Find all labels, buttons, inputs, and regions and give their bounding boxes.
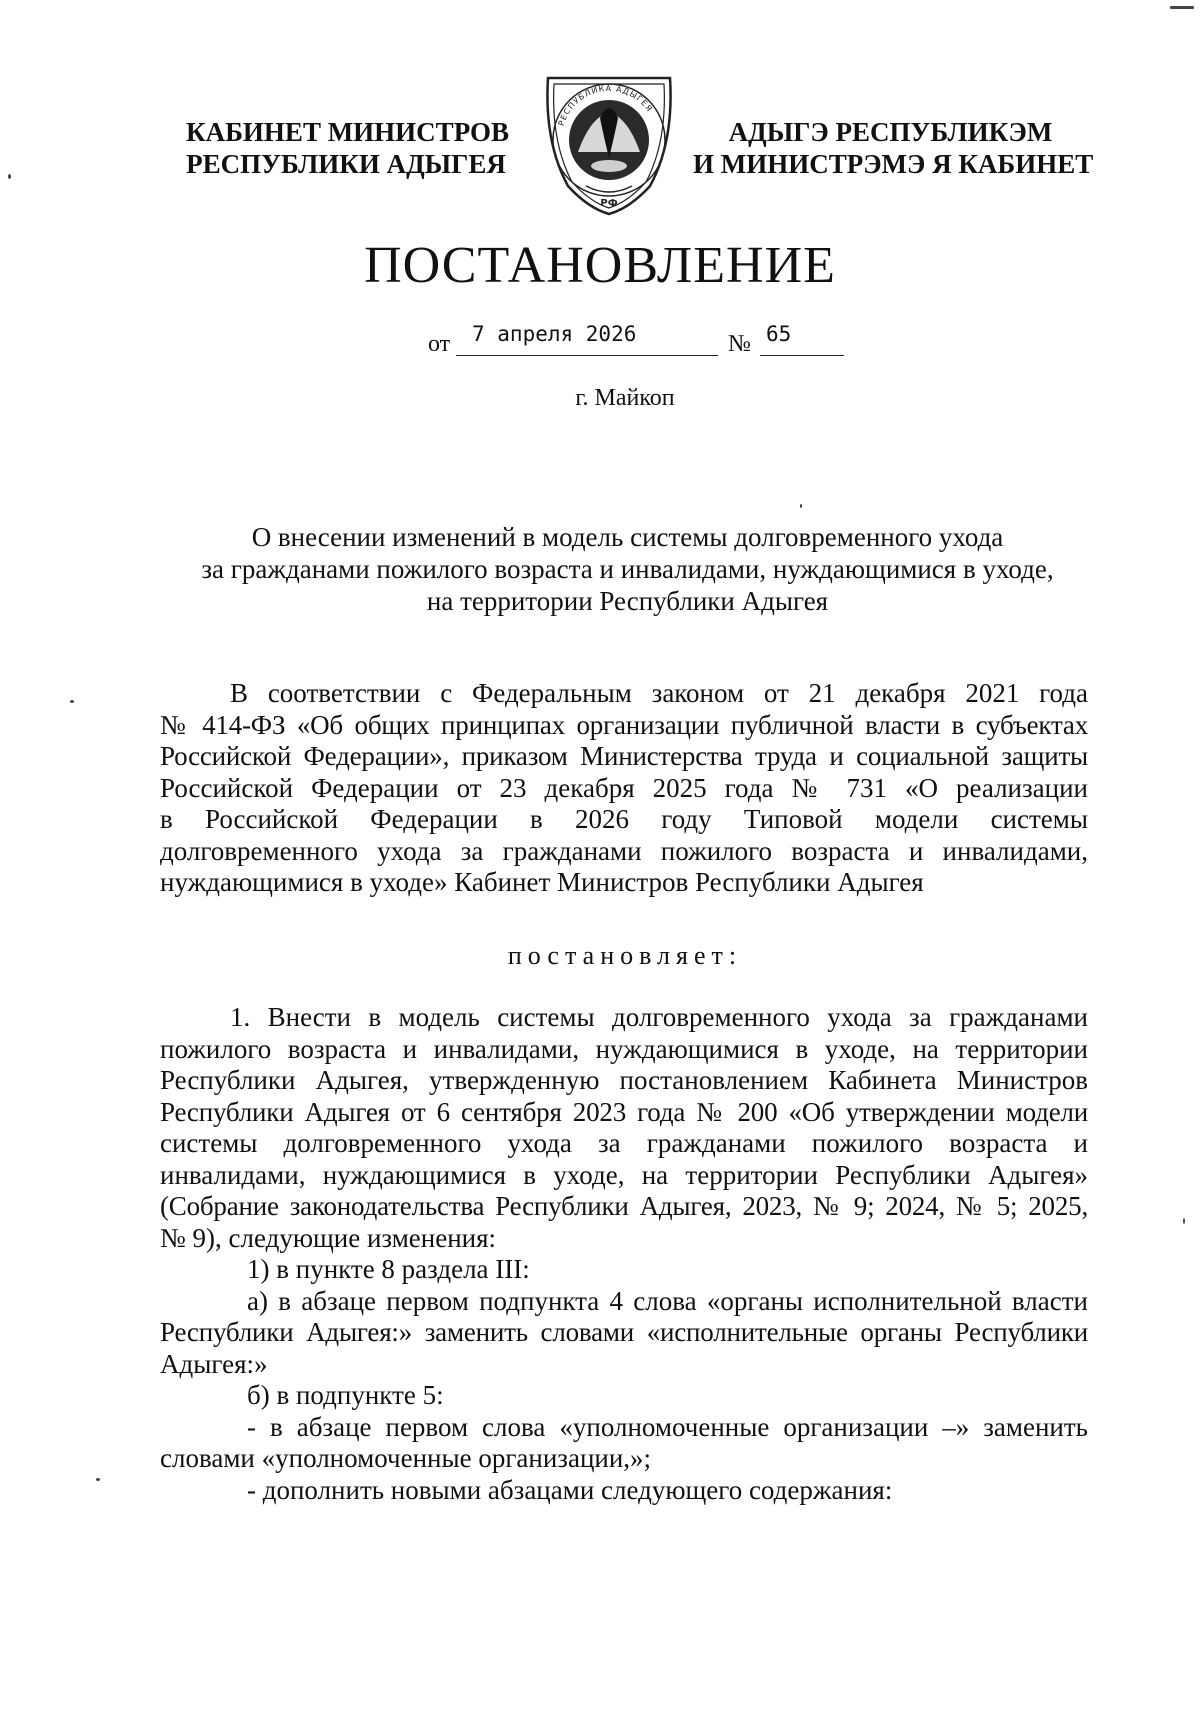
text-line: Российской Федерации», приказом Министерства труда и социальной защиты <box>160 741 1088 771</box>
city: г. Майкоп <box>575 385 675 411</box>
scan-speck <box>96 1478 100 1481</box>
text-line: Республики Адыгея, утвержденную постановлением Кабинета Министров <box>160 1065 1088 1095</box>
number-underline <box>760 355 844 356</box>
item-1-paragraph <box>160 1002 1088 1506</box>
number-label: № <box>728 331 751 357</box>
text-line: № 414-ФЗ «Об общих принципах организации публичной власти в субъектах <box>160 709 1088 740</box>
date-prefix: от <box>428 331 451 357</box>
date-value: 7 апреля 2026 <box>472 322 637 346</box>
text-line: б) в подпункте 5: <box>247 1380 444 1410</box>
text-line: 1. Внести в модель системы долговременного ухода за гражданами <box>230 1002 1088 1032</box>
text-line: Российской Федерации от 23 декабря 2025 года № 731 «О реализации <box>160 772 1088 803</box>
date-underline <box>456 355 718 356</box>
text-line: 1) в пункте 8 раздела III: <box>247 1254 530 1284</box>
scan-speck <box>1183 1218 1185 1224</box>
text-line: инвалидами, нуждающимися в уходе, на территории Республики Адыгея» <box>160 1159 1088 1190</box>
text-line: долговременного ухода за гражданами пожилого возраста и инвалидами, <box>160 835 1088 866</box>
emblem-letters: РФ <box>600 198 618 209</box>
text-line: - дополнить новыми абзацами следующего содержания: <box>247 1474 893 1505</box>
text-line: словами «уполномоченные организации,»; <box>160 1443 652 1473</box>
date-number-line <box>428 322 838 362</box>
scan-speck <box>8 174 11 179</box>
document-subject <box>160 521 1095 617</box>
text-line: Республики Адыгея от 6 сентября 2023 года № 200 «Об утверждении модели <box>160 1096 1088 1127</box>
text-line: системы долговременного ухода за гражданами пожилого возраста и <box>160 1128 1088 1158</box>
text-line: - в абзаце первом слова «уполномоченные организации –» заменить <box>247 1411 1088 1442</box>
header-left-line1: КАБИНЕТ МИНИСТРОВ <box>186 117 510 147</box>
text-line: № 9), следующие изменения: <box>160 1222 497 1253</box>
text-line: в Российской Федерации в 2026 году Типовой модели системы <box>160 804 1088 834</box>
text-line: нуждающимися в уходе» Кабинет Министров Республики Адыгея <box>160 867 924 897</box>
header-right-line2: И МИНИСТРЭМЭ Я КАБИНЕТ <box>693 149 1094 179</box>
decree-word: постановляет: <box>507 941 743 970</box>
text-line: В соответствии с Федеральным законом от 21 декабря 2021 года <box>230 678 1088 708</box>
subject-line: на территории Республики Адыгея <box>426 586 829 616</box>
text-line: (Собрание законодательства Республики Адыгея, 2023, № 9; 2024, № 5; 2025, <box>160 1191 1088 1221</box>
document-title: ПОСТАНОВЛЕНИЕ <box>364 237 836 294</box>
republic-emblem-icon <box>540 68 678 216</box>
header-left-line2: РЕСПУБЛИКИ АДЫГЕЯ <box>186 149 506 179</box>
header-right <box>693 116 1094 180</box>
text-line: пожилого возраста и инвалидами, нуждающимися в уходе, на территории <box>160 1033 1088 1064</box>
subject-line: О внесении изменений в модель системы долговременного ухода <box>251 522 1004 552</box>
header-left <box>186 116 510 180</box>
number-value: 65 <box>766 322 792 346</box>
text-line: а) в абзаце первом подпункта 4 слова «органы исполнительной власти <box>247 1285 1088 1316</box>
text-line: Республики Адыгея:» заменить словами «исполнительные органы Республики <box>160 1317 1088 1347</box>
emblem-arc-text: РЕСПУБЛИКА АДЫГЕЯ <box>556 83 655 127</box>
subject-line: за гражданами пожилого возраста и инвалидами, нуждающимися в уходе, <box>201 554 1054 584</box>
text-line: Адыгея:» <box>160 1348 268 1379</box>
scan-speck <box>1170 6 1194 9</box>
scan-speck <box>70 700 74 703</box>
header-right-line1: АДЫГЭ РЕСПУБЛИКЭМ <box>728 117 1053 147</box>
preamble-paragraph <box>160 678 1088 899</box>
scan-speck <box>800 504 802 508</box>
